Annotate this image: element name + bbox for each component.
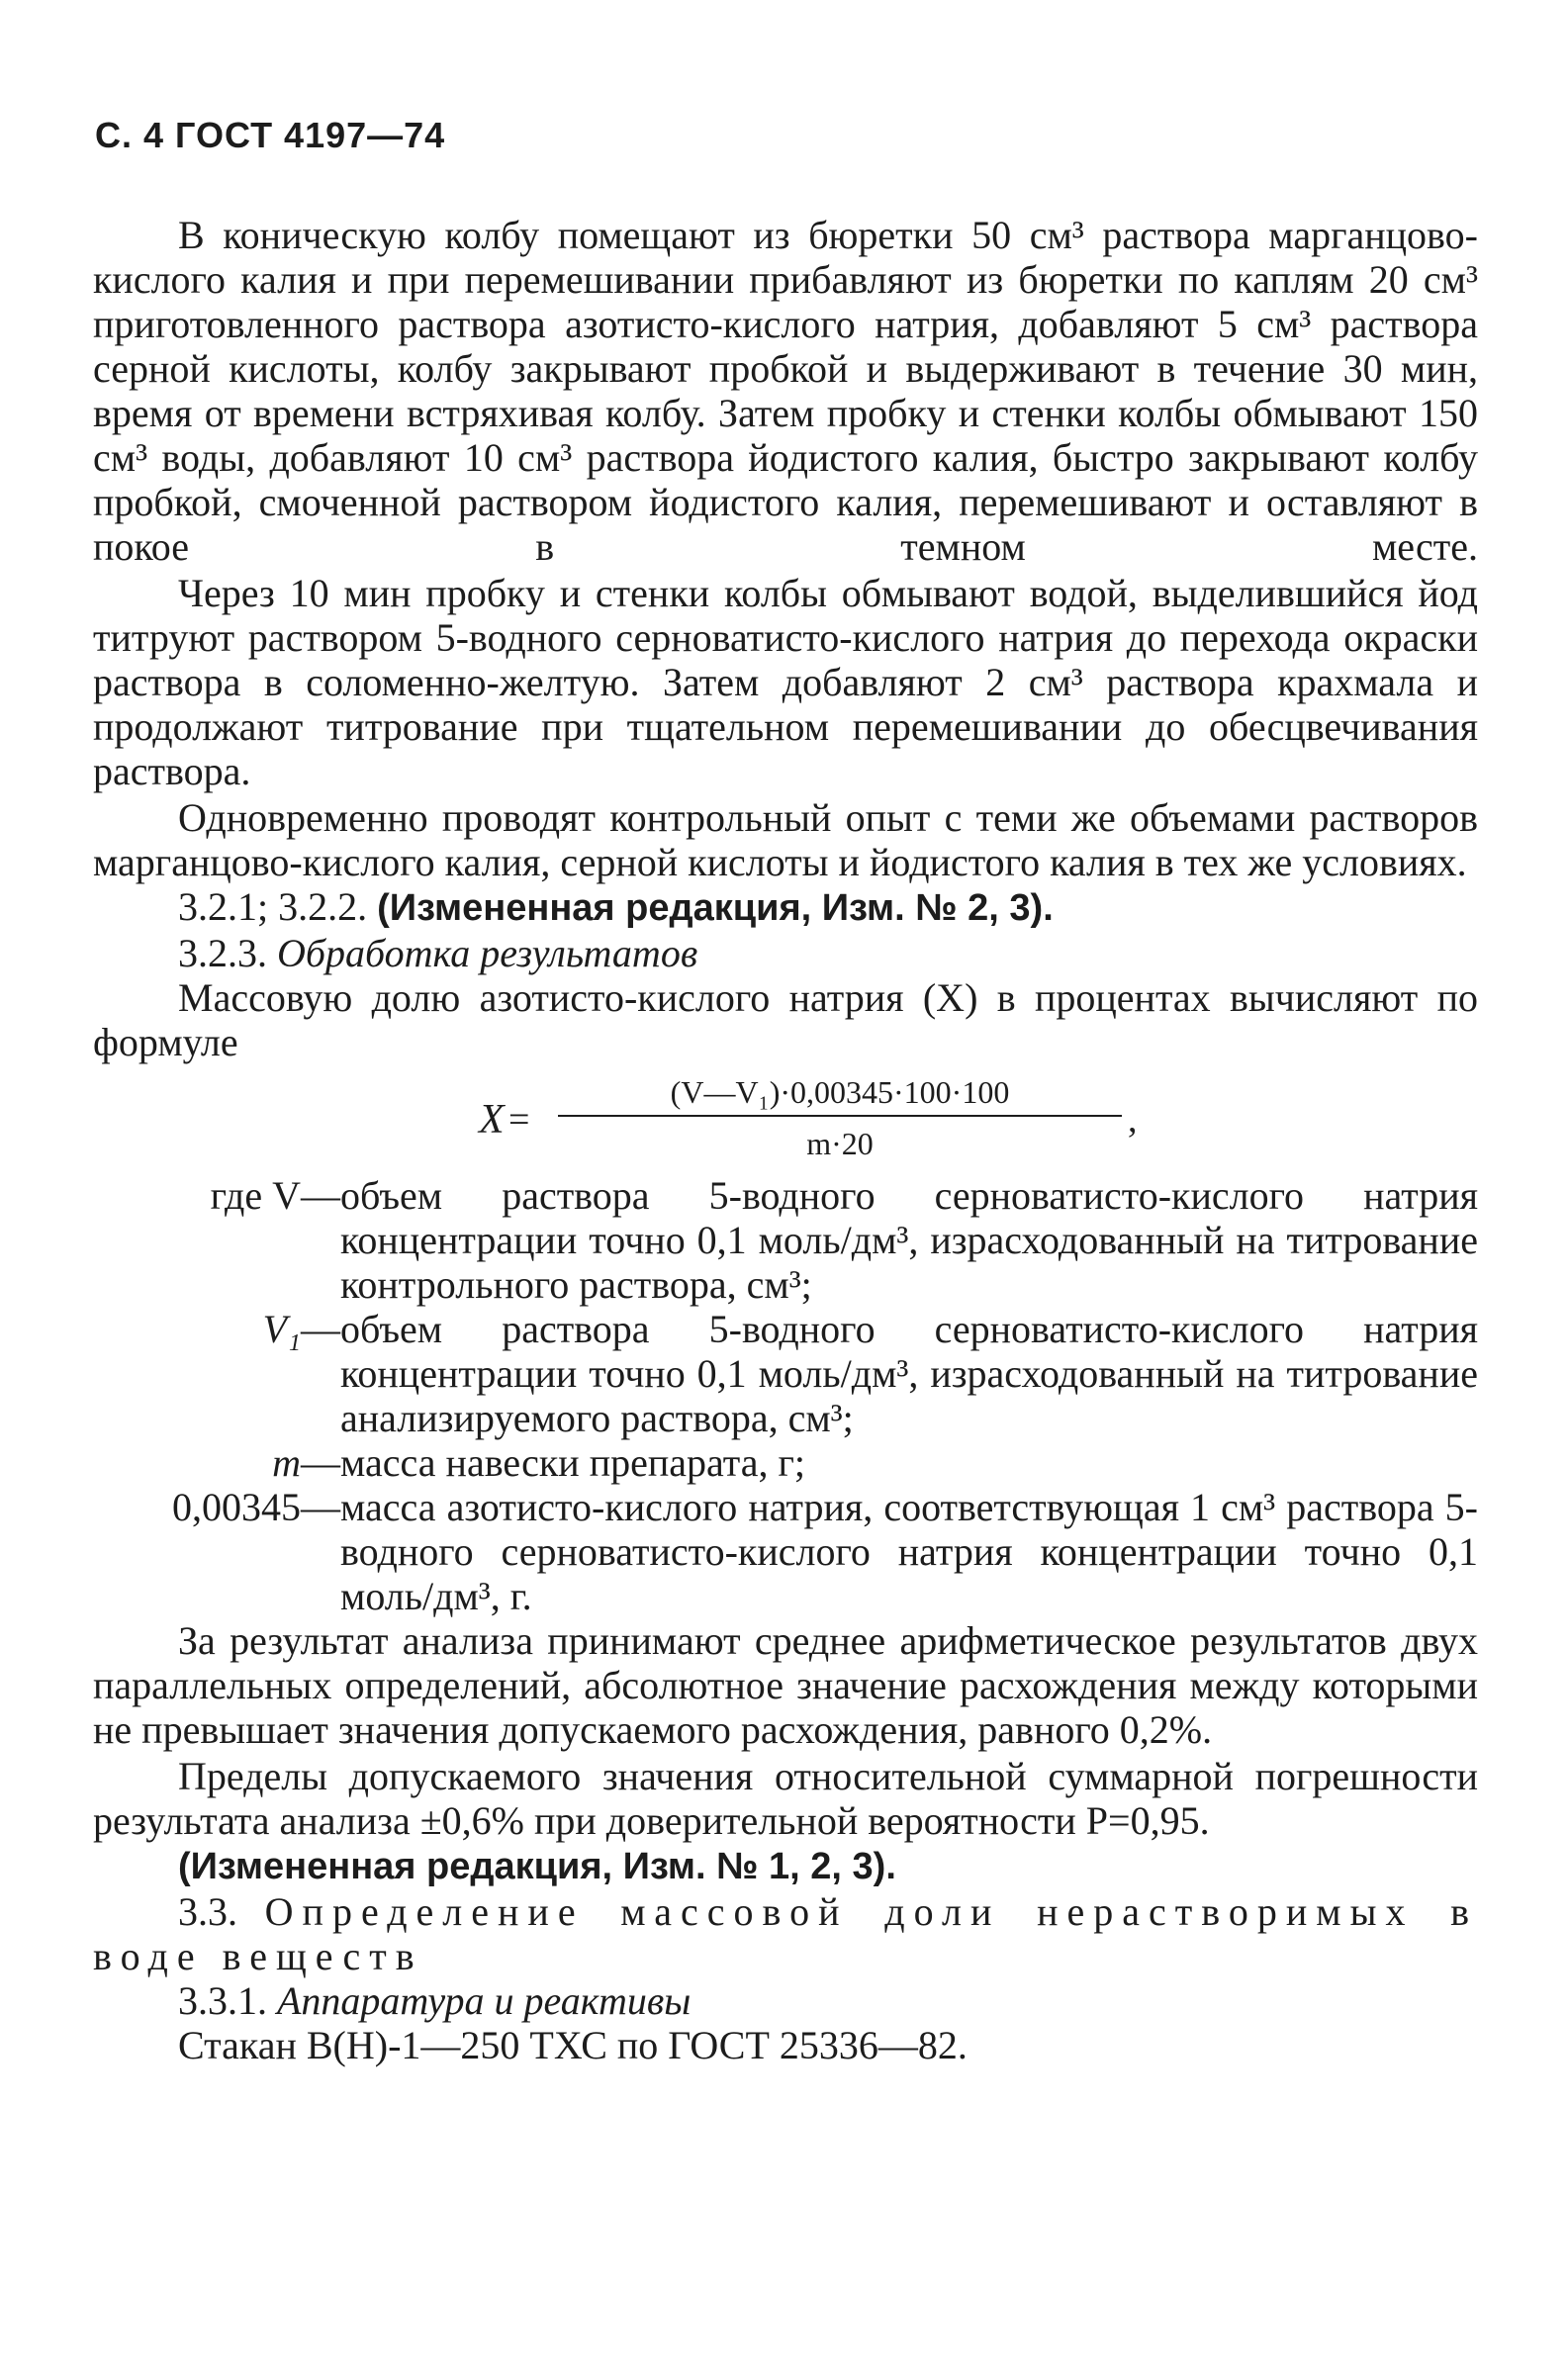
definition-text: масса навески препарата, г;: [340, 1440, 805, 1485]
paragraph-formula-intro: Массовую долю азотисто-кислого натрия (X) в процентах вычисляют по формуле: [93, 975, 1478, 1064]
definition-text: масса азотисто-кислого натрия, соответствующая 1 см³ раствора 5-водного серноватисто-кислого натрия концентрации точно 0,1 моль/дм³, г.: [340, 1485, 1478, 1618]
fraction-bar: [558, 1115, 1122, 1117]
paragraph-control: Одновременно проводят контрольный опыт с теми же объемами растворов марганцово-кислого калия, серной кислоты и йодистого калия в тех же условиях.: [93, 795, 1478, 884]
amendment-text: (Измененная редакция, Изм. № 2, 3).: [377, 887, 1054, 929]
definition-symbol: 0,00345: [172, 1485, 301, 1529]
definition-dash: —: [301, 1307, 340, 1351]
definition-dash: —: [301, 1485, 340, 1529]
formula-equals: =: [508, 1099, 530, 1141]
formula-denominator: m·20: [806, 1126, 874, 1161]
definition-symbol: где V: [210, 1173, 301, 1218]
definition-row: [93, 1485, 1478, 1618]
formula-comma: ,: [1128, 1099, 1138, 1141]
paragraph-result: За результат анализа принимают среднее арифметическое результатов двух параллельных определений, абсолютное значение расхождения между которыми не превышает значения допускаемого расхождения, равного 0,2%.: [93, 1618, 1478, 1752]
definition-row: [93, 1307, 1478, 1440]
paragraph-equipment: Стакан В(Н)-1—250 ТХС по ГОСТ 25336—82.: [178, 2023, 968, 2067]
definition-symbol: V₁: [262, 1307, 301, 1351]
amendment-note-1: [93, 884, 1478, 931]
section-number: 3.2.3.: [178, 931, 267, 975]
formula-numerator: (V—V₁)·0,00345·100·100: [670, 1074, 1010, 1110]
definition-text: объем раствора 5-водного серноватисто-кислого натрия концентрации точно 0,1 моль/дм³, израсходованный на титрование контрольного раствора, см³;: [340, 1173, 1478, 1307]
section-title: Аппаратура и реактивы: [277, 1978, 692, 2023]
section-heading-3-3: [93, 1889, 1478, 1978]
paragraph-error-limits: Пределы допускаемого значения относительной суммарной погрешности результата анализа ±0,6% при доверительной вероятности P=0,95.: [93, 1754, 1478, 1843]
definition-row: [93, 1440, 1478, 1485]
definition-dash: —: [301, 1440, 340, 1485]
amendment-ref: 3.2.1; 3.2.2.: [178, 884, 368, 929]
amendment-note-2: [93, 1843, 1478, 1889]
formula: [93, 1070, 1478, 1169]
section-title: Обработка результатов: [277, 931, 698, 975]
variable-definitions: [93, 1173, 1478, 1618]
section-number: 3.3.1.: [178, 1978, 267, 2023]
document-body: [93, 213, 1478, 2067]
page-header: С. 4 ГОСТ 4197—74: [95, 115, 446, 155]
section-heading-3-2-3: [93, 931, 1478, 975]
paragraph-titration: Через 10 мин пробку и стенки колбы обмывают водой, выделившийся йод титруют раствором 5-водного серноватисто-кислого натрия до перехода окраски раствора в соломенно-желтую. Затем добавляют 2 см³ раствора крахмала и продолжают титрование при тщательном перемешивании до обесцвечивания раствора.: [93, 571, 1478, 793]
definition-dash: —: [301, 1173, 340, 1218]
section-title: Определение массовой доли нерастворимых в воде веществ: [93, 1889, 1478, 1978]
section-number: 3.3.: [178, 1889, 237, 1934]
definition-text: объем раствора 5-водного серноватисто-кислого натрия концентрации точно 0,1 моль/дм³, израсходованный на титрование анализируемого раствора, см³;: [340, 1307, 1478, 1440]
amendment-text: (Измененная редакция, Изм. № 1, 2, 3).: [178, 1846, 896, 1887]
paragraph-procedure: В коническую колбу помещают из бюретки 50 см³ раствора марганцово-кислого калия и при перемешивании прибавляют из бюретки по каплям 20 см³ приготовленного раствора азотисто-кислого натрия, добавляют 5 см³ раствора серной кислоты, колбу закрывают пробкой и выдерживают в течение 30 мин, время от времени встряхивая колбу. Затем пробку и стенки колбы обмывают 150 см³ воды, добавляют 10 см³ раствора йодистого калия, быстро закрывают колбу пробкой, смоченной раствором йодистого калия, перемешивают и оставляют в покое в темном месте.: [93, 213, 1478, 569]
definition-row: [93, 1173, 1478, 1307]
section-heading-3-3-1: [93, 1978, 1478, 2023]
formula-lhs: X: [479, 1097, 505, 1143]
definition-symbol: m: [272, 1440, 301, 1485]
